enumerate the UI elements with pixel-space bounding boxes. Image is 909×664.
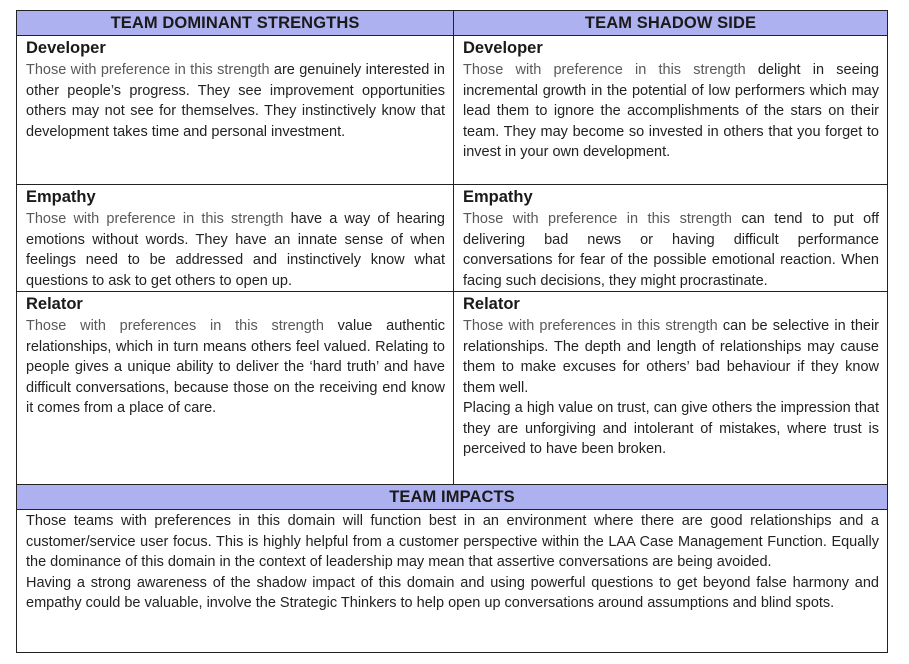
- cell-body: can be selective in their relationships. The depth and length of relationships may cause them to make excuses for others’ bad behaviour if they know them well.: [463, 318, 880, 396]
- cell-lead: Those with preference in this strength: [26, 62, 270, 78]
- cell-text: [463, 316, 879, 398]
- cell-body: can tend to put off delivering bad news or having difficult performance conversations for fear of the possible emotional reaction. When facing such decisions, they might procrastinate.: [463, 211, 879, 289]
- cell-title: Relator: [463, 295, 520, 313]
- cell-relator-strength: [17, 293, 453, 419]
- cell-title: Developer: [26, 39, 106, 57]
- row-divider-1: [17, 184, 887, 185]
- cell-text: [26, 316, 445, 419]
- impacts-paragraph-2: Having a strong awareness of the shadow impact of this domain and using powerful questions to get beyond false harmony and empathy could be valuable, involve the Strategic Thinkers to help open up conversations around assumptions and blind spots.: [26, 574, 879, 611]
- cell-body: are genuinely interested in other people’s progress. They see improvement opportunities others may not see for themselves. They instinctively know that development takes time and personal investment.: [26, 62, 445, 140]
- cell-empathy-strength: [17, 186, 453, 291]
- cell-title: Empathy: [463, 188, 533, 206]
- cell-title: Relator: [26, 295, 83, 313]
- cell-empathy-shadow: [454, 186, 887, 291]
- cell-text: [26, 209, 445, 291]
- cell-lead: Those with preferences in this strength: [463, 318, 718, 334]
- cell-body: value authentic relationships, which in turn means others feel valued. Relating to people gives a unique ability to deliver the ‘hard truth’ and have difficult conversations, because those on the receiving end know it comes from a place of care.: [26, 318, 445, 416]
- header-team-impacts: TEAM IMPACTS: [17, 484, 887, 510]
- cell-title: Empathy: [26, 188, 96, 206]
- cell-title: Developer: [463, 39, 543, 57]
- cell-body: have a way of hearing emotions without words. They have an innate sense of when feelings need to be addressed and instinctively know what questions to ask to get others to open up.: [26, 211, 446, 289]
- cell-text: [463, 60, 879, 163]
- cell-developer-shadow: [454, 37, 887, 163]
- team-impacts-text: [17, 511, 887, 614]
- strengths-table: [16, 10, 888, 653]
- cell-developer-strength: [17, 37, 453, 142]
- cell-lead: Those with preference in this strength: [463, 62, 746, 78]
- cell-lead: Those with preferences in this strength: [26, 318, 324, 334]
- cell-text-2: Placing a high value on trust, can give others the impression that they are unforgiving and intolerant of mistakes, where trust is perceived to have been broken.: [463, 400, 879, 457]
- impacts-paragraph-1: Those teams with preferences in this domain will function best in an environment where there are good relationships and a customer/service user focus. This is highly helpful from a customer perspective within the LAA Case Management Function. Equally the dominance of this domain in the context of leadership may mean that assertive conversations are being avoided.: [26, 513, 879, 570]
- cell-lead: Those with preference in this strength: [26, 211, 284, 227]
- cell-body: delight in seeing incremental growth in the potential of low performers which may lead them to ignore the accomplishments of the stars on their team. They may become so invested in others that you forget to invest in your own development.: [463, 62, 879, 160]
- row-divider-2: [17, 291, 887, 292]
- header-shadow-side: TEAM SHADOW SIDE: [454, 11, 887, 36]
- cell-relator-shadow: [454, 293, 887, 460]
- cell-text: [26, 60, 445, 142]
- cell-text: [463, 209, 879, 291]
- cell-lead: Those with preference in this strength: [463, 211, 732, 227]
- header-dominant-strengths: TEAM DOMINANT STRENGTHS: [17, 11, 453, 36]
